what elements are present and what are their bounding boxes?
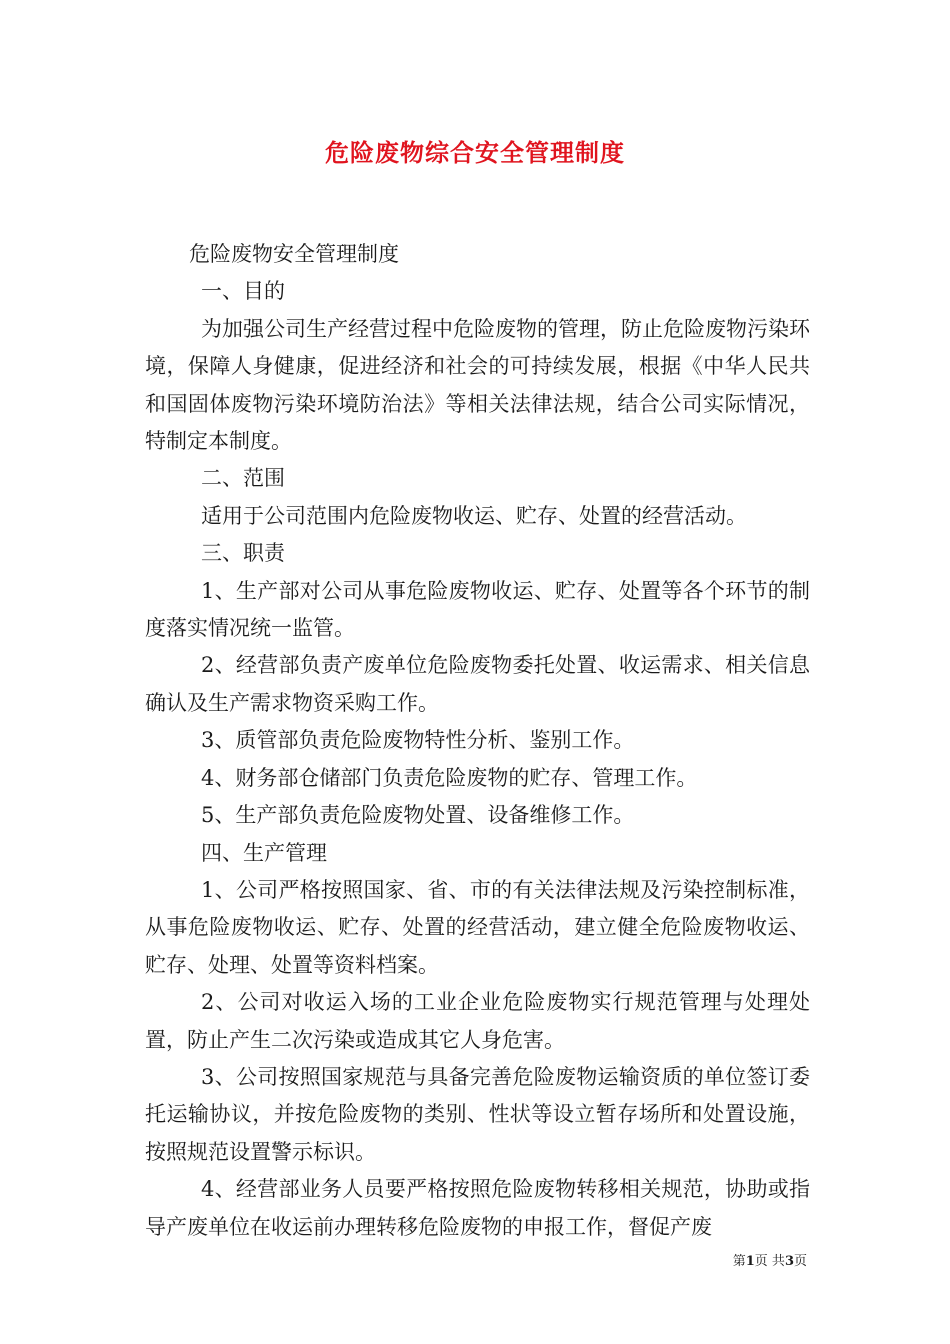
paragraph: 1、公司严格按照国家、省、市的有关法律法规及污染控制标准，从事危险废物收运、贮存、处置的经营活动，建立健全危险废物收运、贮存、处理、处置等资料档案。 (145, 877, 810, 977)
page-number-footer (733, 1250, 807, 1269)
paragraph: 3、公司按照国家规范与具备完善危险废物运输资质的单位签订委托运输协议，并按危险废物的类别、性状等设立暂存场所和处置设施，按照规范设置警示标识。 (145, 1064, 810, 1164)
paragraph: 一、目的 (201, 279, 285, 304)
footer-suffix: 页 (793, 1254, 807, 1269)
paragraph: 为加强公司生产经营过程中危险废物的管理，防止危险废物污染环境，保障人身健康，促进经济和社会的可持续发展，根据《中华人民共和国固体废物污染环境防治法》等相关法律法规，结合公司实际情况，特制定本制度。 (145, 316, 810, 454)
paragraph: 二、范围 (201, 466, 285, 491)
paragraph: 4、经营部业务人员要严格按照危险废物转移相关规范，协助或指导产废单位在收运前办理转移危险废物的申报工作，督促产废 (145, 1177, 810, 1239)
current-page-number: 1 (745, 1254, 755, 1269)
footer-middle: 页 共 (754, 1254, 785, 1269)
document-title: 危险废物综合安全管理制度 (325, 138, 625, 167)
paragraph: 5、生产部负责危险废物处置、设备维修工作。 (201, 803, 635, 828)
paragraph: 三、职责 (201, 541, 285, 566)
paragraph: 危险废物安全管理制度 (189, 242, 399, 266)
document-body (145, 236, 810, 1246)
paragraph: 3、质管部负责危险废物特性分析、鉴别工作。 (201, 728, 635, 753)
paragraph: 1、生产部对公司从事危险废物收运、贮存、处置等各个环节的制度落实情况统一监管。 (145, 578, 810, 641)
total-page-number: 3 (784, 1254, 794, 1269)
paragraph: 2、公司对收运入场的工业企业危险废物实行规范管理与处理处置，防止产生二次污染或造成其它人身危害。 (145, 990, 810, 1052)
paragraph: 四、生产管理 (201, 840, 327, 865)
paragraph: 适用于公司范围内危险废物收运、贮存、处置的经营活动。 (201, 503, 747, 528)
paragraph: 4、财务部仓储部门负责危险废物的贮存、管理工作。 (201, 765, 698, 790)
footer-prefix: 第 (732, 1254, 746, 1269)
paragraph: 2、经营部负责产废单位危险废物委托处置、收运需求、相关信息确认及生产需求物资采购工作。 (145, 653, 810, 715)
